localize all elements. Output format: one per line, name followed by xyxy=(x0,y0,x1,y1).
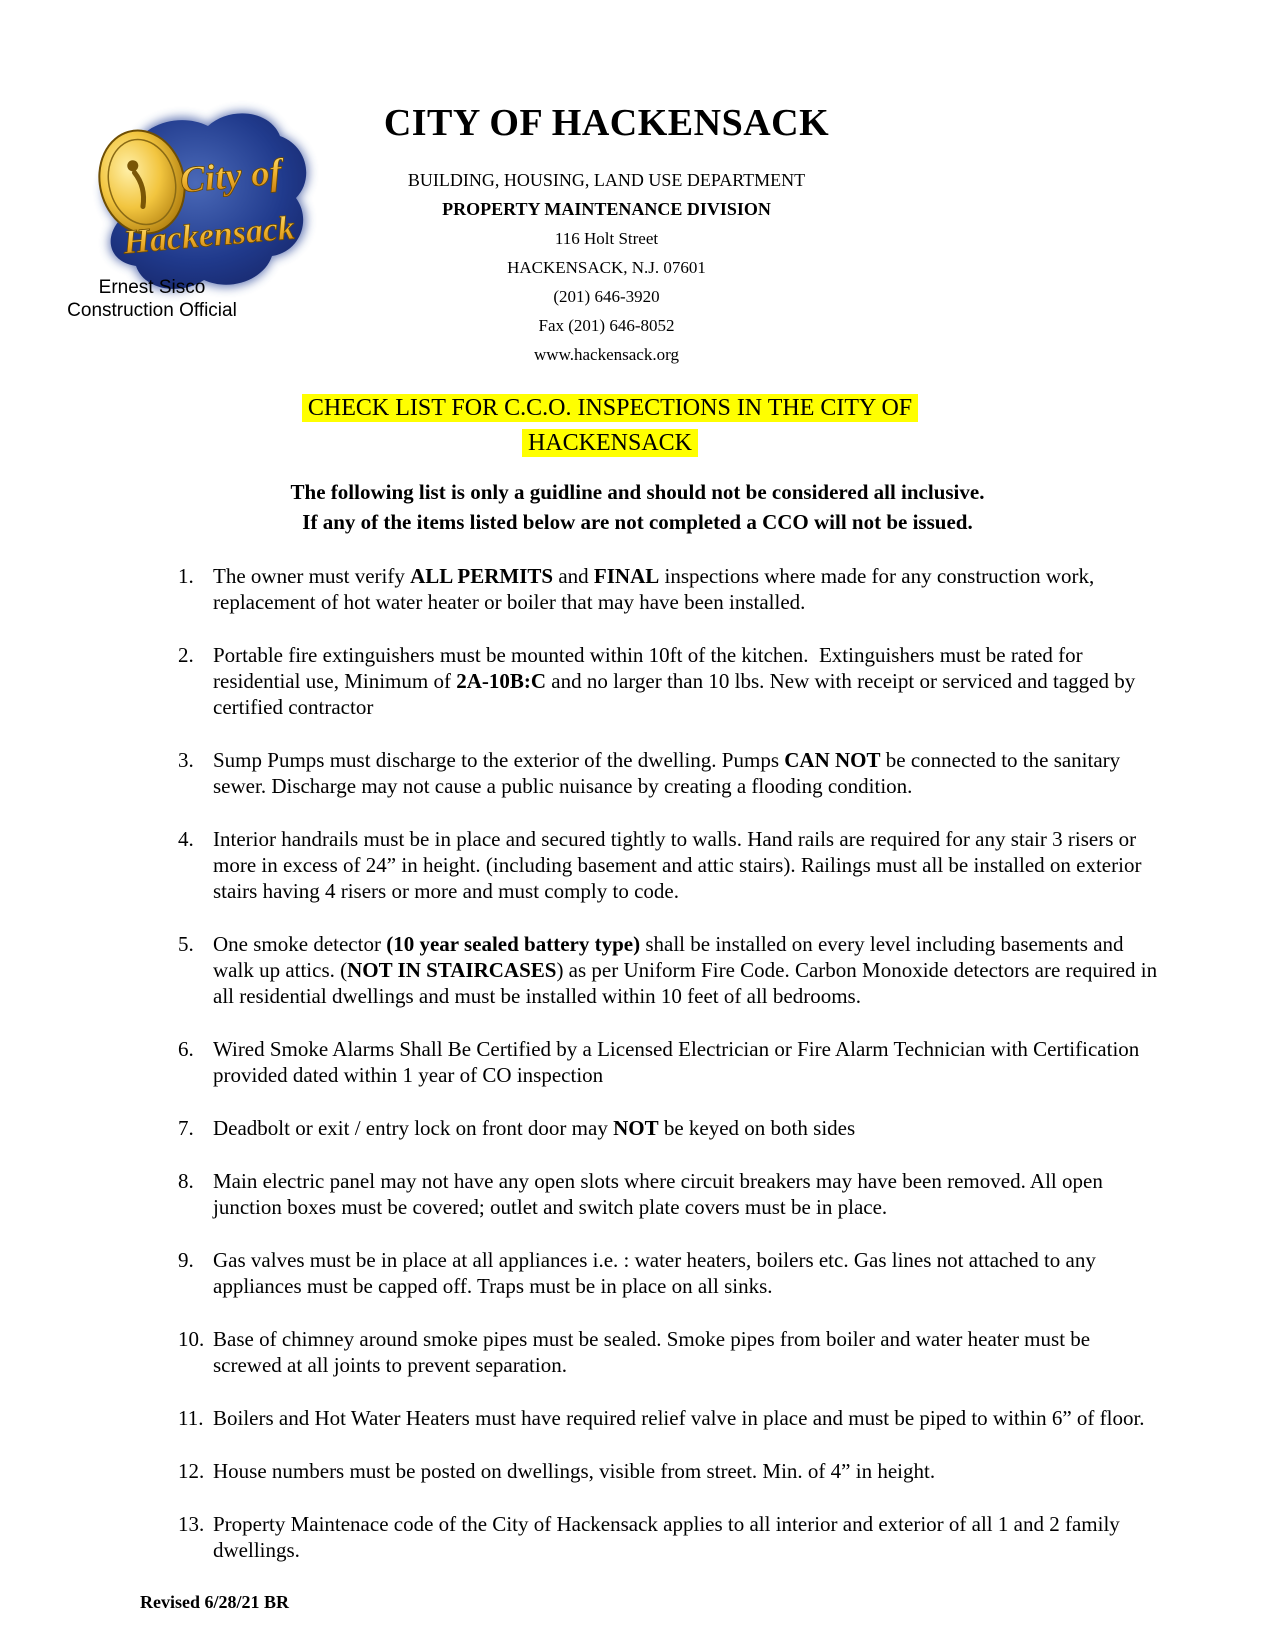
item-text: Interior handrails must be in place and secured tightly to walls. Hand rails are required for any stair 3 risers or more in excess of 24” in height. (including basement and attic stairs). Railings must all be installed on exterior stairs having 4 risers or more and must comply to code. xyxy=(213,827,1147,903)
item-number: 9. xyxy=(178,1248,194,1272)
website-url: www.hackensack.org xyxy=(534,345,679,364)
intro-line-2: If any of the items listed below are not completed a CCO will not be issued. xyxy=(302,510,973,534)
item-text: Deadbolt or exit / entry lock on front door may NOT be keyed on both sides xyxy=(213,1116,856,1140)
department-line: BUILDING, HOUSING, LAND USE DEPARTMENT xyxy=(407,170,806,190)
item-number: 8. xyxy=(178,1169,194,1193)
list-item xyxy=(178,1115,1163,1141)
item-text: Gas valves must be in place at all appliances i.e. : water heaters, boilers etc. Gas lines not attached to any appliances must be capped off. Traps must be in place on all sinks. xyxy=(213,1248,1102,1298)
item-text: Boilers and Hot Water Heaters must have required relief valve in place and must be piped to within 6” of floor. xyxy=(213,1406,1145,1430)
official-title: Construction Official xyxy=(67,300,237,321)
item-text: Sump Pumps must discharge to the exterior of the dwelling. Pumps CAN NOT be connected to the sanitary sewer. Discharge may not cause a public nuisance by creating a flooding condition. xyxy=(213,748,1126,798)
item-number: 1. xyxy=(178,564,194,588)
address-city: HACKENSACK, N.J. 07601 xyxy=(507,258,706,277)
list-item xyxy=(178,1036,1163,1088)
intro-note xyxy=(0,477,1275,537)
item-text: Property Maintenace code of the City of Hackensack applies to all interior and exterior of all 1 and 2 family dwellings. xyxy=(213,1512,1126,1562)
division-line: PROPERTY MAINTENANCE DIVISION xyxy=(442,199,771,219)
checklist-heading xyxy=(0,391,1275,461)
item-number: 6. xyxy=(178,1037,194,1061)
item-number: 7. xyxy=(178,1116,194,1140)
list-item xyxy=(178,1168,1163,1220)
item-text: One smoke detector (10 year sealed battery type) shall be installed on every level including basements and walk up attics. (NOT IN STAIRCASES) as per Uniform Fire Code. Carbon Monoxide detectors are required in all residential dwellings and must be installed within 10 feet of all bedrooms. xyxy=(213,932,1163,1008)
list-item xyxy=(178,1458,1163,1484)
checklist-items xyxy=(178,563,1163,1563)
item-number: 10. xyxy=(178,1327,205,1351)
intro-line-1: The following list is only a guidline and should not be considered all inclusive. xyxy=(290,480,985,504)
item-number: 12. xyxy=(178,1459,205,1483)
page-title: CITY OF HACKENSACK xyxy=(383,102,830,144)
item-text: Wired Smoke Alarms Shall Be Certified by a Licensed Electrician or Fire Alarm Technician with Certification provided dated within 1 year of CO inspection xyxy=(213,1037,1145,1087)
construction-official-block xyxy=(52,276,252,322)
item-number: 11. xyxy=(178,1406,204,1430)
list-item xyxy=(178,747,1163,799)
revision-note: Revised 6/28/21 BR xyxy=(140,1592,290,1612)
checklist-heading-line2: HACKENSACK xyxy=(522,429,698,457)
item-number: 13. xyxy=(178,1512,205,1536)
item-number: 4. xyxy=(178,827,194,851)
item-text: Portable fire extinguishers must be mounted within 10ft of the kitchen. Extinguishers must be rated for residential use, Minimum of 2A-10B:C and no larger than 10 lbs. New with receipt or serviced and tagged by certified contractor xyxy=(213,643,1141,719)
logo-text-hackensack: Hackensack xyxy=(121,209,297,262)
list-item xyxy=(178,563,1163,615)
list-item xyxy=(178,931,1163,1009)
phone-number: (201) 646-3920 xyxy=(553,287,660,306)
list-item xyxy=(178,1511,1163,1563)
list-item xyxy=(178,1326,1163,1378)
list-item xyxy=(178,1405,1163,1431)
checklist-heading-line1: CHECK LIST FOR C.C.O. INSPECTIONS IN THE CITY OF xyxy=(302,394,918,422)
official-name: Ernest Sisco xyxy=(98,277,206,298)
item-text: Base of chimney around smoke pipes must be sealed. Smoke pipes from boiler and water heater must be screwed at all joints to prevent separation. xyxy=(213,1327,1096,1377)
item-number: 2. xyxy=(178,643,194,667)
list-item xyxy=(178,642,1163,720)
logo-text-city-of: City of xyxy=(178,151,284,202)
list-item xyxy=(178,1247,1163,1299)
list-item xyxy=(178,826,1163,904)
item-text: House numbers must be posted on dwellings, visible from street. Min. of 4” in height. xyxy=(213,1459,936,1483)
address-street: 116 Holt Street xyxy=(554,229,659,248)
item-number: 5. xyxy=(178,932,194,956)
item-number: 3. xyxy=(178,748,194,772)
item-text: The owner must verify ALL PERMITS and FINAL inspections where made for any construction work, replacement of hot water heater or boiler that may have been installed. xyxy=(213,564,1100,614)
item-text: Main electric panel may not have any open slots where circuit breakers may have been removed. All open junction boxes must be covered; outlet and switch plate covers must be in place. xyxy=(213,1169,1109,1219)
fax-number: Fax (201) 646-8052 xyxy=(538,316,675,335)
